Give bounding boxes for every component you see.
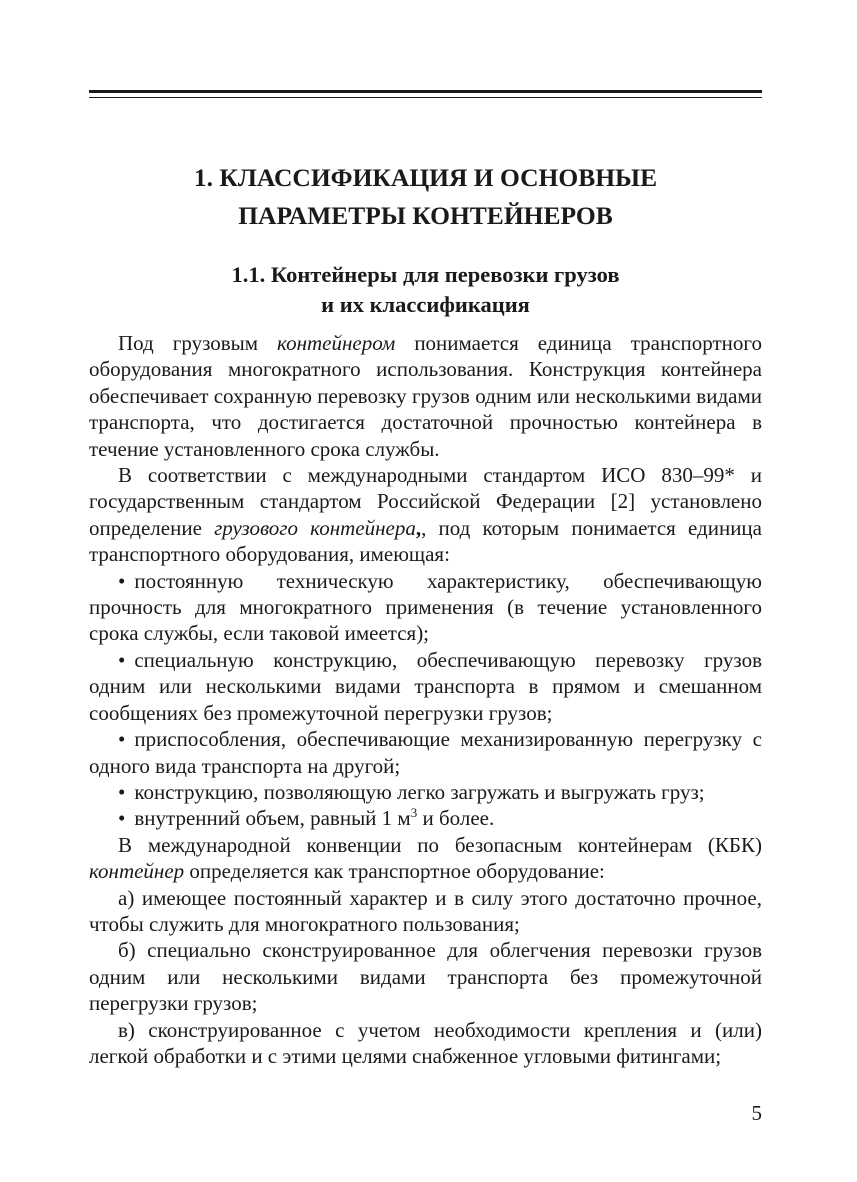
list-item: в) сконструированное с учетом необходимости крепления и (или) легкой обработки и с этими целями снабженное угловыми фитингами; [89, 1017, 762, 1068]
section-title [89, 260, 762, 320]
bullet-icon: • [118, 568, 126, 593]
chapter-title-line-1: 1. КЛАССИФИКАЦИЯ И ОСНОВНЫЕ [193, 163, 658, 192]
header-rule-thin [89, 97, 762, 98]
bullet-item: • внутренний объем, равный 1 $м^3$ и более. [118, 805, 495, 831]
bullet-item: • специальную конструкцию, обеспечивающую перевозку грузов одним или несколькими видами транспорта в прямом и смешанном сообщениях без промежуточной перегрузки грузов; [89, 647, 762, 725]
paragraph-definition: Под грузовым контейнером понимается единица транспортного оборудования многократного использования. Конструкция контейнера обеспечивает сохранную перевозку грузов одним или несколькими видами транспорта, что достигается достаточной прочностью контейнера в течение установленного срока службы. [89, 331, 762, 461]
bullet-icon: • [118, 727, 126, 752]
page-number: 5 [751, 1101, 762, 1125]
term-cargo-container: грузового контейнера [214, 515, 416, 540]
term-container: контейнером [277, 331, 396, 355]
term-comma: , [415, 515, 422, 540]
bullet-item: • приспособления, обеспечивающие механизированную перегрузку с одного вида транспорта на другой; [89, 727, 762, 778]
bullet-icon: • [118, 647, 126, 672]
list-item: б) специально сконструированное для облегчения перевозки грузов одним или несколькими видами транспорта без промежуточной перегрузки грузов; [89, 938, 762, 1016]
list-item: а) имеющее постоянный характер и в силу этого достаточно прочное, чтобы служить для многократного пользования; [89, 885, 762, 936]
header-rule-thick [89, 90, 762, 93]
book-page [89, 0, 762, 1182]
body-text [89, 330, 762, 1069]
section-title-line-2: и их классификация [321, 292, 530, 317]
paragraph-convention: В международной конвенции по безопасным контейнерам (КБК) контейнер определяется как транспортное оборудование: [89, 832, 762, 884]
bullet-icon: • [118, 806, 126, 831]
bullet-item: • постоянную техническую характеристику, обеспечивающую прочность для многократного применения (в течение установленного срока службы, если таковой имеется); [89, 568, 762, 646]
paragraph-standards: В соответствии с международными стандартом ИСО 830–99* и государственным стандартом Российской Федерации [2] установлено определение грузового контейнера,, под которым понимается единица транспортного оборудования, имеющая: [89, 463, 762, 567]
bullet-icon: • [118, 779, 126, 804]
section-title-line-1: 1.1. Контейнеры для перевозки грузов [231, 262, 620, 287]
chapter-title [89, 159, 762, 235]
chapter-title-line-2: ПАРАМЕТРЫ КОНТЕЙНЕРОВ [238, 201, 613, 230]
bullet-item: • конструкцию, позволяющую легко загружать и выгружать груз; [118, 779, 705, 804]
term-container-kbk: контейнер [89, 859, 185, 884]
